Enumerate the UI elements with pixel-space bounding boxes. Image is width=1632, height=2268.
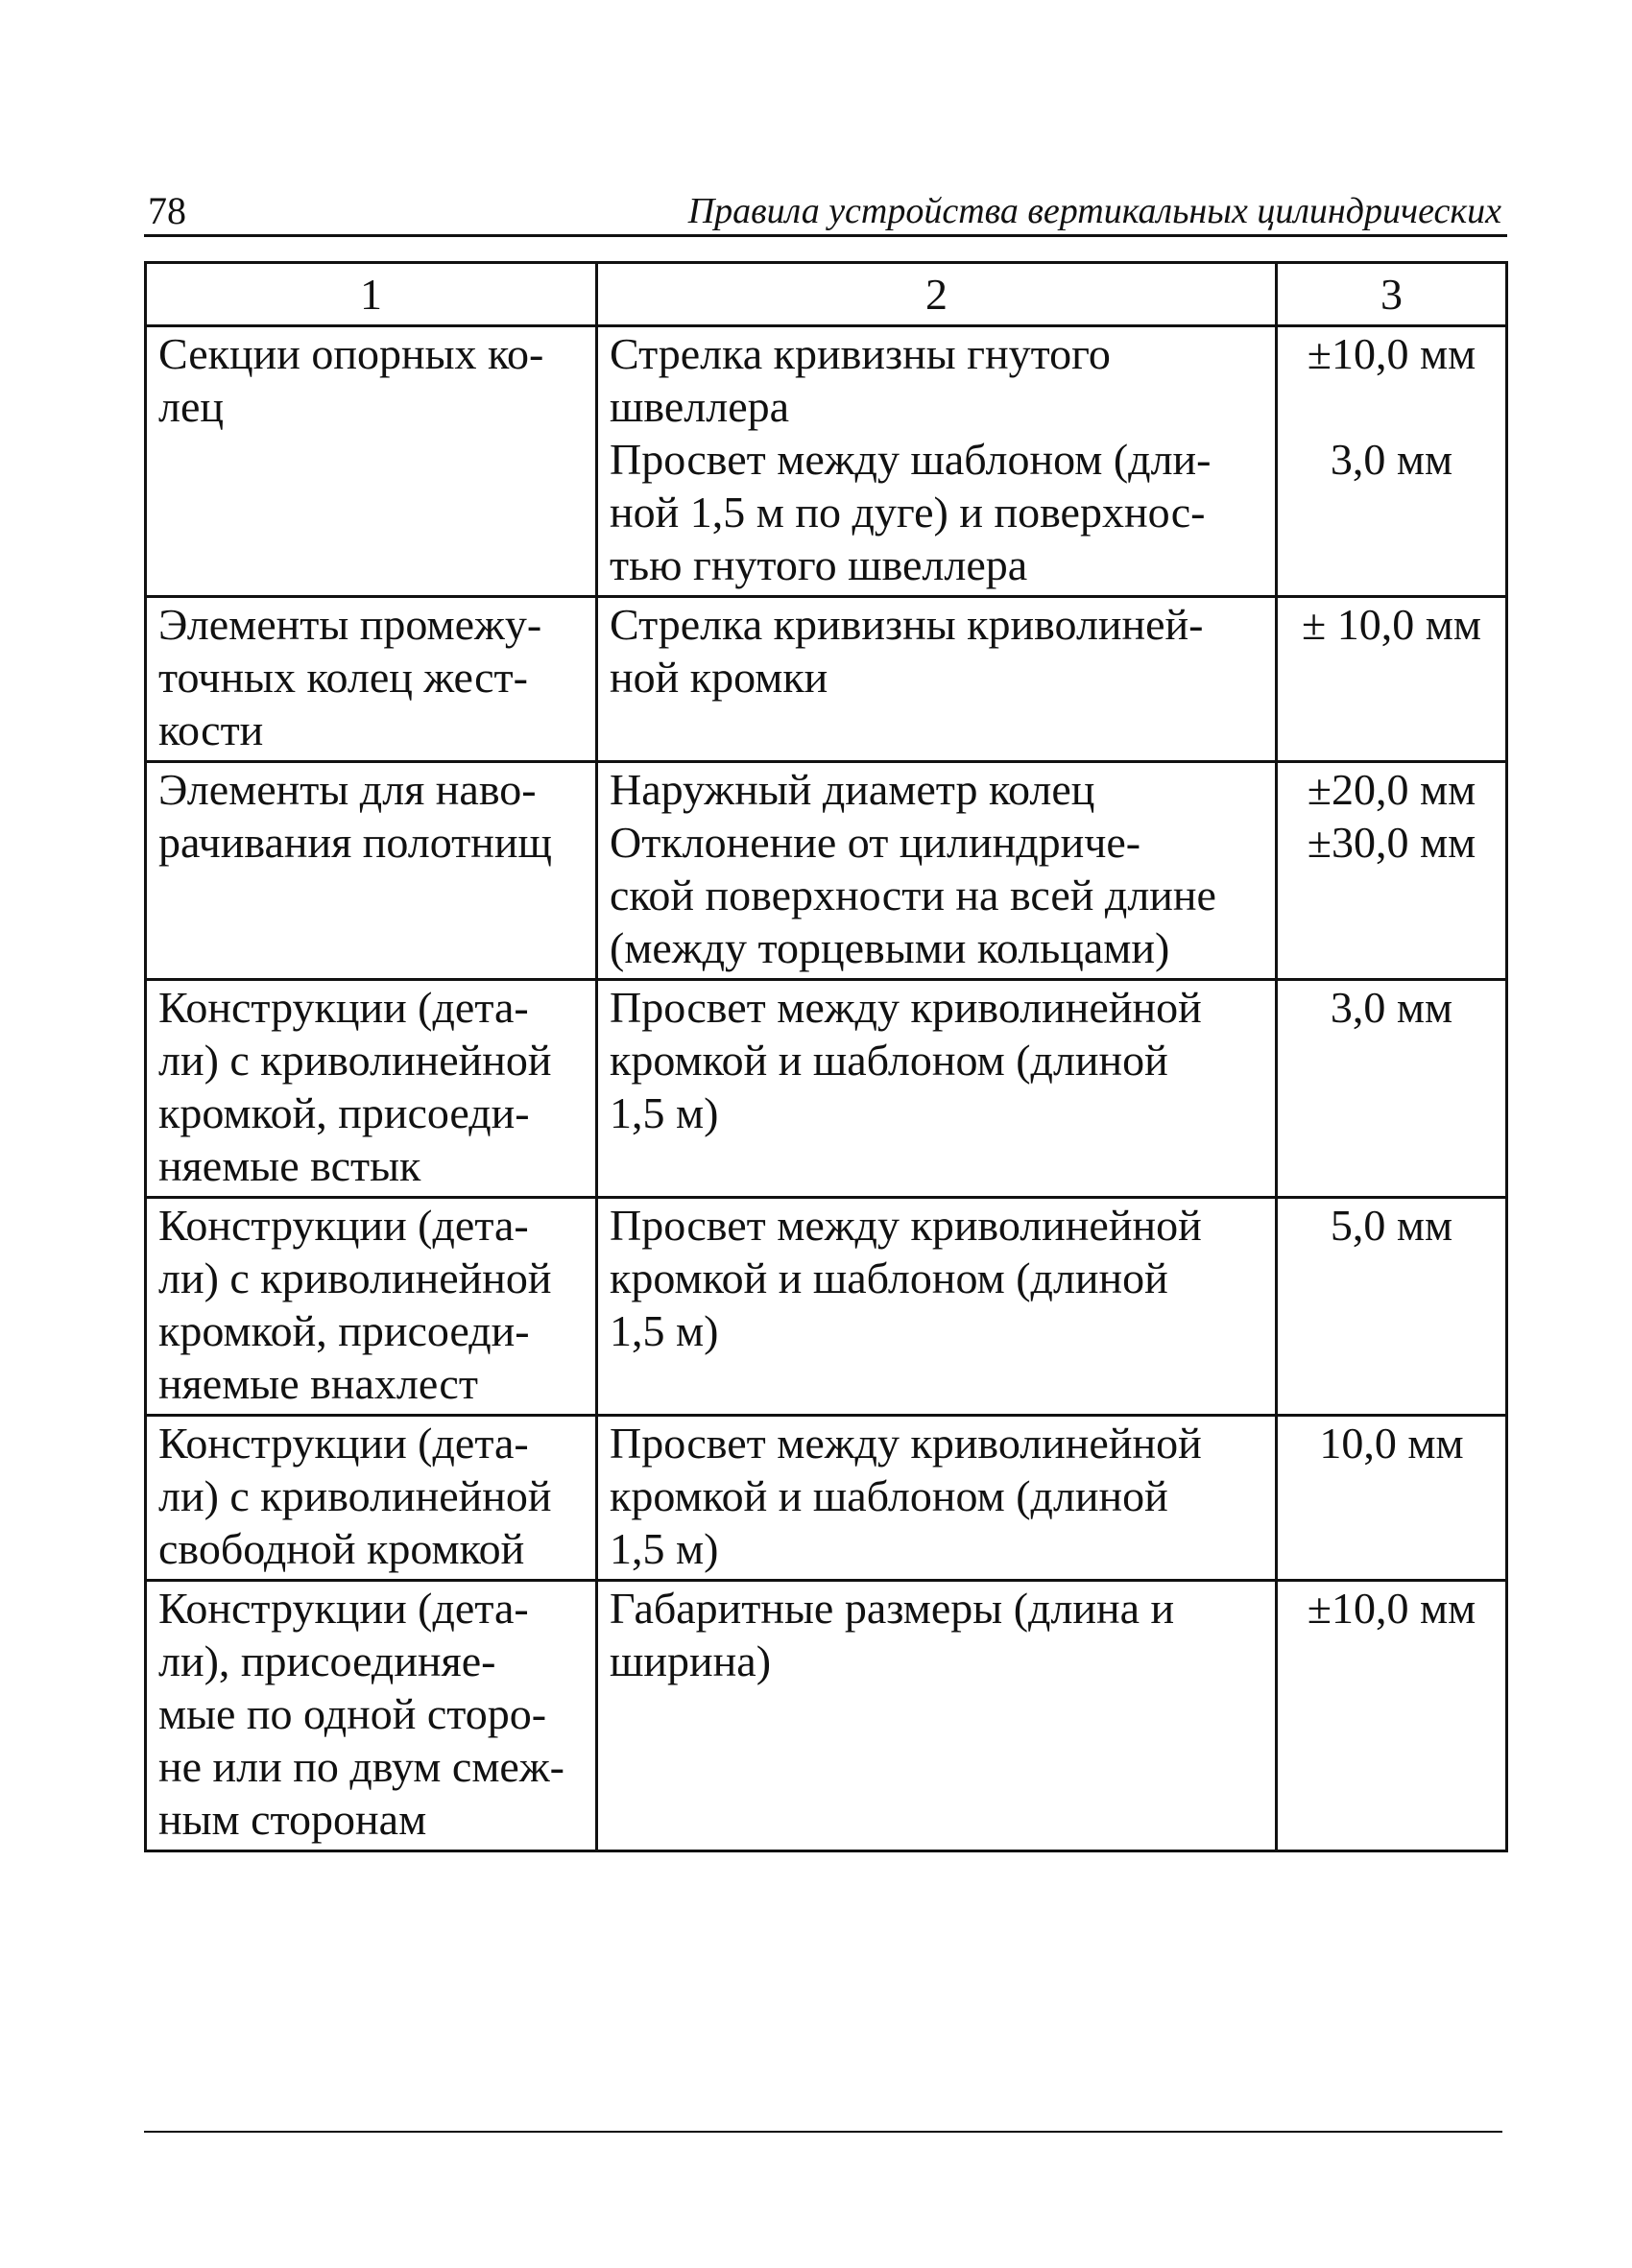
- column-header-3: 3: [1277, 263, 1507, 326]
- tolerance-spacer: [1289, 538, 1494, 591]
- tolerance-spacer: [1289, 380, 1494, 433]
- element-line: рачивания полотнищ: [158, 818, 552, 867]
- parameter-line: кромкой и шаблоном (длиной: [610, 1471, 1168, 1520]
- tolerance-value: ±10,0 мм: [1307, 329, 1476, 378]
- element-cell: [146, 762, 597, 980]
- parameter-line: 1,5 м): [610, 1306, 719, 1355]
- tolerance-value: 10,0 мм: [1319, 1419, 1464, 1468]
- column-header-1: 1: [146, 263, 597, 326]
- element-line: Конструкции (дета-: [158, 983, 529, 1032]
- parameter-cell: [597, 1581, 1277, 1851]
- tolerance-cell: [1277, 1198, 1507, 1416]
- element-cell: [146, 1416, 597, 1581]
- tolerance-value: ±30,0 мм: [1307, 818, 1476, 867]
- element-line: точных колец жест-: [158, 653, 528, 702]
- element-line: ли), присоединяе-: [158, 1636, 496, 1685]
- tolerance-spacer: [1289, 1522, 1494, 1575]
- parameter-cell: [597, 762, 1277, 980]
- element-line: свободной кромкой: [158, 1524, 525, 1573]
- parameter-line: Просвет между криволинейной: [610, 1201, 1202, 1250]
- parameter-cell: [597, 1416, 1277, 1581]
- element-cell: [146, 1198, 597, 1416]
- element-line: кромкой, присоеди-: [158, 1306, 530, 1355]
- parameter-line: ной 1,5 м по дуге) и поверхнос-: [610, 488, 1206, 537]
- table-row: [146, 1416, 1507, 1581]
- tolerance-cell: [1277, 980, 1507, 1198]
- tolerance-value: 3,0 мм: [1330, 983, 1453, 1032]
- element-line: кромкой, присоеди-: [158, 1088, 530, 1137]
- parameter-line: Просвет между криволинейной: [610, 983, 1202, 1032]
- tolerance-spacer: [1289, 1034, 1494, 1086]
- footer-rule: [144, 2131, 1502, 2133]
- parameter-line: Просвет между шаблоном (дли-: [610, 435, 1212, 484]
- parameter-line: (между торцевыми кольцами): [610, 923, 1170, 972]
- tolerance-spacer: [1289, 1086, 1494, 1139]
- element-line: Конструкции (дета-: [158, 1201, 529, 1250]
- tolerance-value: 3,0 мм: [1330, 435, 1453, 484]
- element-line: Конструкции (дета-: [158, 1584, 529, 1633]
- element-line: няемые внахлест: [158, 1359, 478, 1408]
- parameter-cell: [597, 326, 1277, 597]
- tolerance-cell: [1277, 762, 1507, 980]
- element-cell: [146, 980, 597, 1198]
- element-line: Секции опорных ко-: [158, 329, 544, 378]
- table-row: [146, 762, 1507, 980]
- tolerance-spacer: [1289, 486, 1494, 538]
- element-line: мые по одной сторо-: [158, 1689, 547, 1738]
- parameter-line: Просвет между криволинейной: [610, 1419, 1202, 1468]
- element-line: лец: [158, 382, 224, 431]
- parameter-line: 1,5 м): [610, 1524, 719, 1573]
- tolerance-spacer: [1289, 1304, 1494, 1357]
- tolerance-spacer: [1289, 651, 1494, 704]
- parameter-cell: [597, 980, 1277, 1198]
- element-cell: [146, 597, 597, 762]
- table-row: [146, 1581, 1507, 1851]
- parameter-line: тью гнутого швеллера: [610, 540, 1028, 589]
- tolerance-value: 5,0 мм: [1330, 1201, 1453, 1250]
- table-row: [146, 326, 1507, 597]
- tolerance-cell: [1277, 597, 1507, 762]
- parameter-line: Отклонение от цилиндриче-: [610, 818, 1141, 867]
- table-row: [146, 1198, 1507, 1416]
- parameter-line: Стрелка кривизны криволиней-: [610, 600, 1204, 649]
- element-line: ным сторонам: [158, 1795, 427, 1844]
- table-row: [146, 597, 1507, 762]
- tolerance-cell: [1277, 1416, 1507, 1581]
- element-cell: [146, 326, 597, 597]
- page-number: 78: [148, 189, 186, 232]
- element-line: Элементы для наво-: [158, 765, 537, 814]
- parameter-line: швеллера: [610, 382, 790, 431]
- column-header-2: 2: [597, 263, 1277, 326]
- parameter-line: Габаритные размеры (длина и: [610, 1584, 1175, 1633]
- table-body: [146, 326, 1507, 1851]
- tolerance-table: [144, 261, 1508, 1852]
- element-line: не или по двум смеж-: [158, 1742, 564, 1791]
- table-row: [146, 980, 1507, 1198]
- parameter-line: кромкой и шаблоном (длиной: [610, 1036, 1168, 1085]
- tolerance-spacer: [1289, 1635, 1494, 1687]
- element-line: ли) с криволинейной: [158, 1036, 552, 1085]
- element-line: ли) с криволинейной: [158, 1253, 552, 1302]
- page-header: [144, 182, 1507, 237]
- tolerance-cell: [1277, 1581, 1507, 1851]
- tolerance-spacer: [1289, 921, 1494, 974]
- element-line: няемые встык: [158, 1141, 421, 1190]
- table-header-row: [146, 263, 1507, 326]
- tolerance-cell: [1277, 326, 1507, 597]
- parameter-line: Наружный диаметр колец: [610, 765, 1095, 814]
- element-cell: [146, 1581, 597, 1851]
- tolerance-value: ±20,0 мм: [1307, 765, 1476, 814]
- running-title: Правила устройства вертикальных цилиндрических: [687, 191, 1501, 231]
- element-line: Конструкции (дета-: [158, 1419, 529, 1468]
- parameter-line: кромкой и шаблоном (длиной: [610, 1253, 1168, 1302]
- tolerance-spacer: [1289, 1469, 1494, 1522]
- parameter-line: ской поверхности на всей длине: [610, 871, 1216, 919]
- parameter-line: ной кромки: [610, 653, 828, 702]
- element-line: кости: [158, 705, 264, 754]
- element-line: Элементы промежу-: [158, 600, 542, 649]
- tolerance-spacer: [1289, 1252, 1494, 1304]
- parameter-cell: [597, 597, 1277, 762]
- tolerance-value: ±10,0 мм: [1307, 1584, 1476, 1633]
- element-line: ли) с криволинейной: [158, 1471, 552, 1520]
- parameter-line: 1,5 м): [610, 1088, 719, 1137]
- tolerance-value: ± 10,0 мм: [1302, 600, 1481, 649]
- tolerance-spacer: [1289, 869, 1494, 921]
- parameter-line: Стрелка кривизны гнутого: [610, 329, 1111, 378]
- parameter-cell: [597, 1198, 1277, 1416]
- parameter-line: ширина): [610, 1636, 772, 1685]
